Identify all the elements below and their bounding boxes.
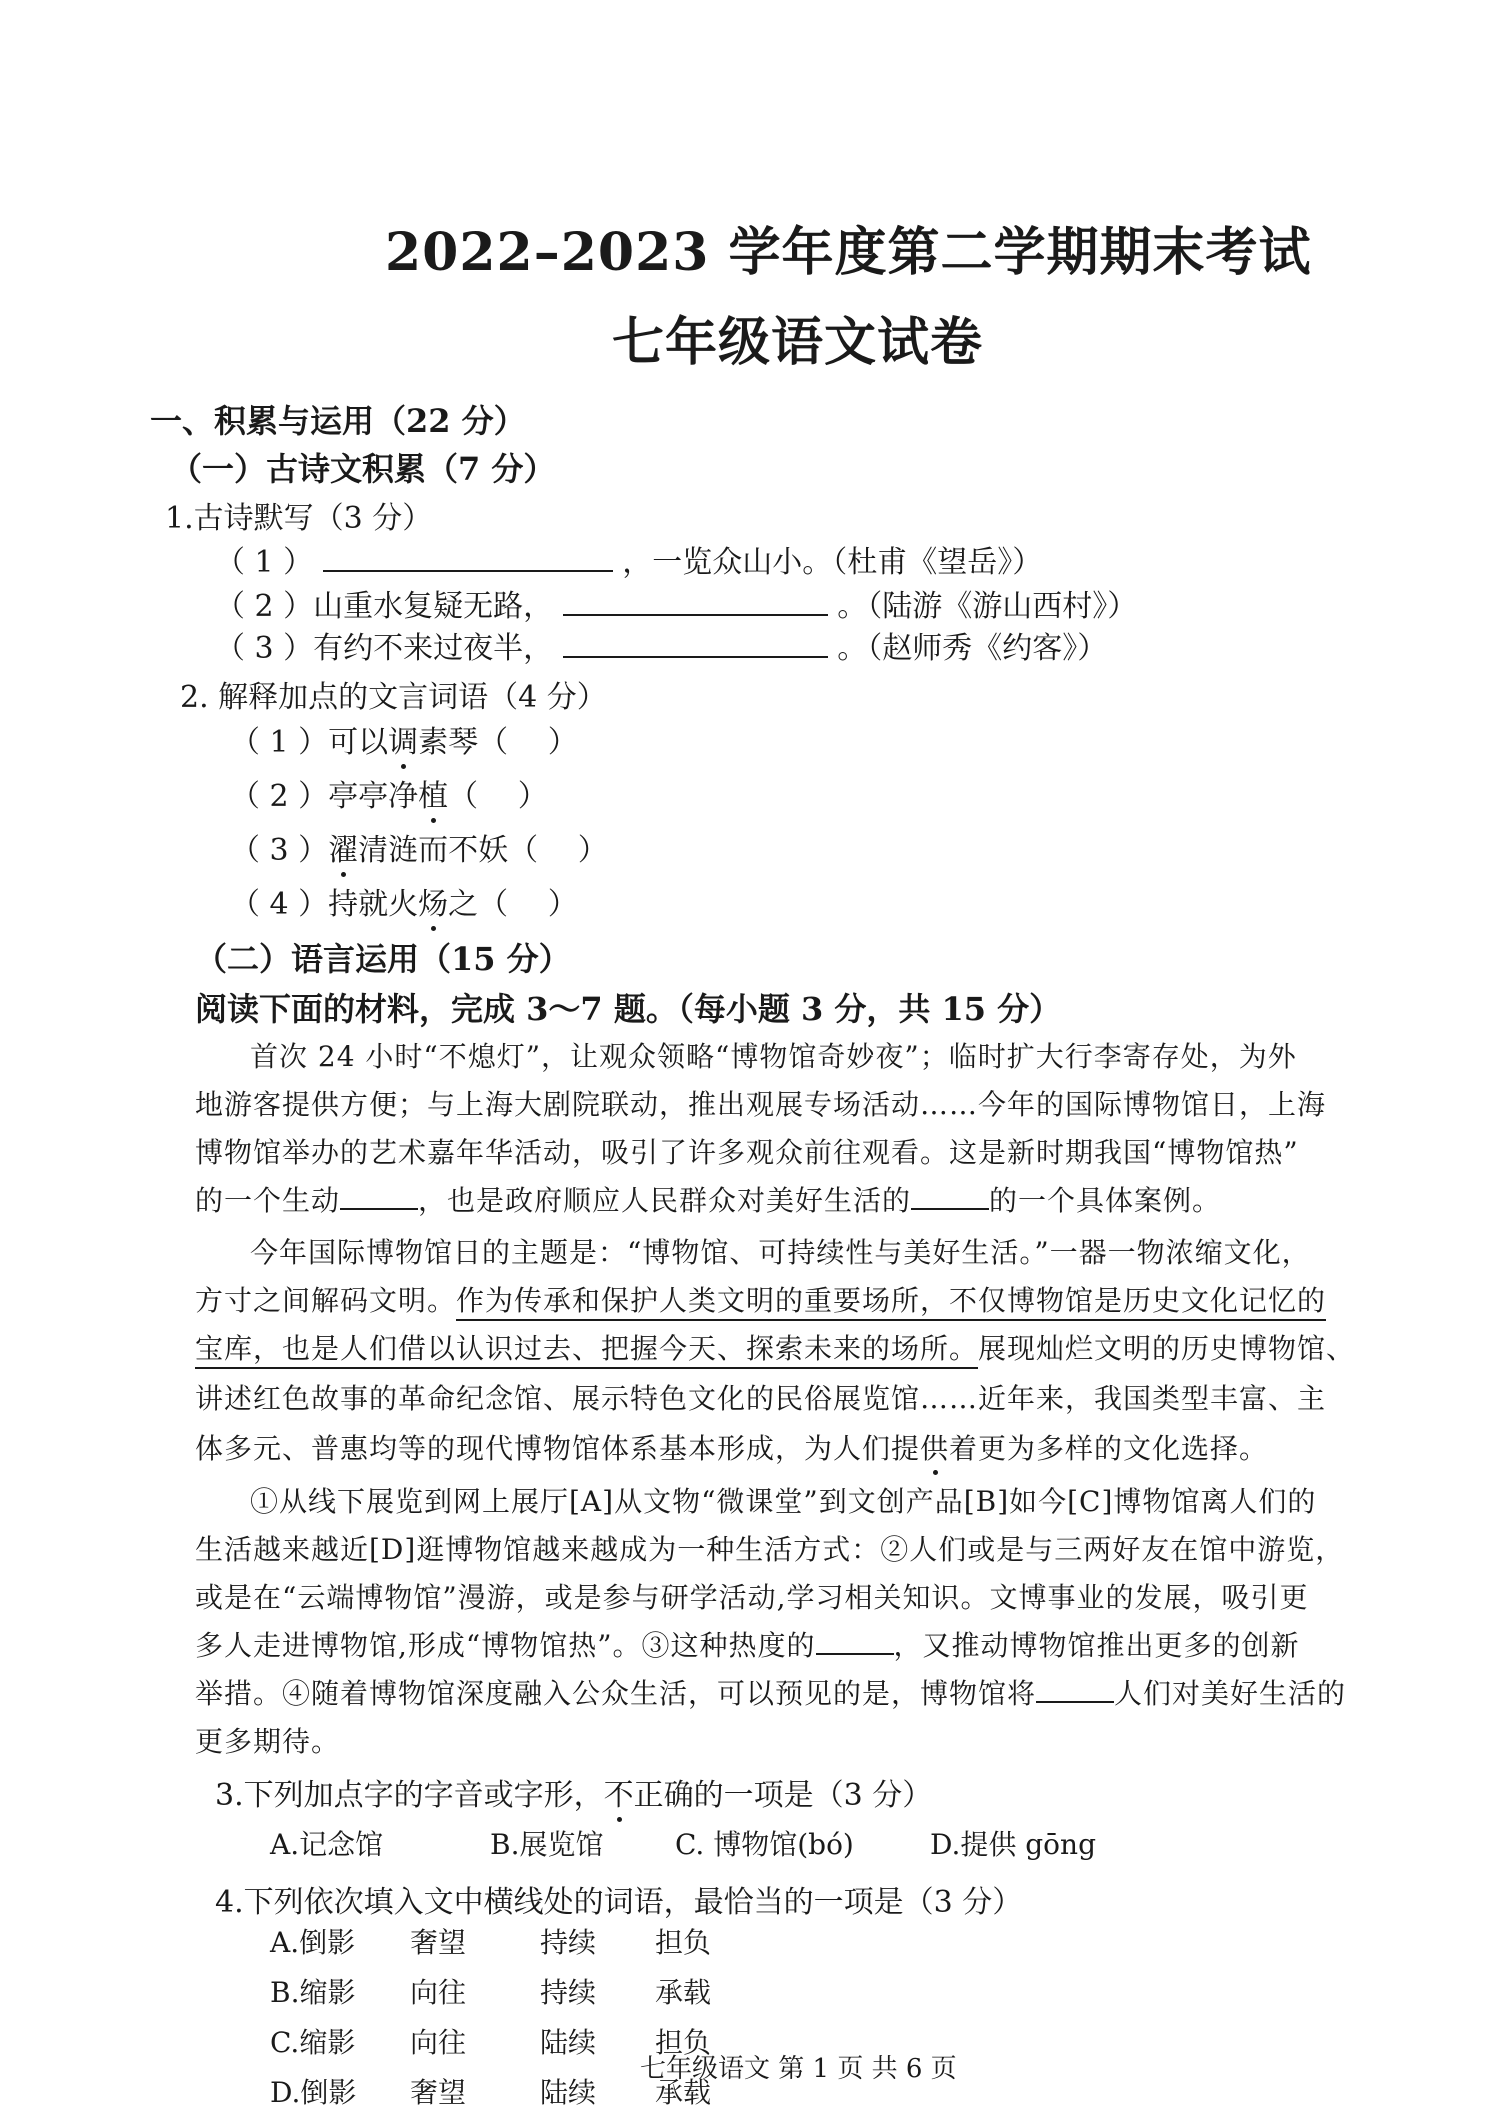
option-word: 承载 [655,1976,712,2009]
question-1-title: 1.古诗默写（3 分） [165,501,433,536]
text-run: 正确的一项是（3 分） [633,1778,933,1813]
fill-blank[interactable] [340,1182,418,1210]
text-run: 3.下列加点字的字音或字形， [215,1778,604,1813]
item-text: （ 3 ） [230,833,329,868]
option-c[interactable]: C. 博物馆(bó) [675,1828,854,1861]
option-word: B.缩影 [270,1976,356,2009]
question-3-options [270,1823,1096,1863]
text-run: 的一个生动 [195,1184,341,1217]
item-text: 素琴（ ） [418,725,578,760]
line-prefix: （ 2 ）山重水复疑无路， [215,589,554,624]
exam-title: 2022–2023 学年度第二学期期末考试 [385,222,1312,283]
question-1-line-3 [215,623,1107,667]
dotted-char: 供 [920,1427,949,1467]
fill-blank[interactable] [911,1182,989,1210]
item-text: （ 1 ）可以 [230,725,389,760]
text-run: 方寸之间解码文明。 [195,1284,457,1317]
option-word: 奢望 [410,1926,467,1959]
text-run: ，也是政府顺应人民群众对美好生活的 [418,1184,912,1217]
option-b[interactable]: B.展览馆 [490,1828,604,1861]
fill-blank[interactable] [816,1627,894,1655]
paragraph-line: 讲述红色故事的革命纪念馆、展示特色文化的民俗展览馆……近年来，我国类型丰富、主 [195,1382,1327,1415]
section-heading: 一、积累与运用（22 分） [150,402,526,440]
option-row[interactable] [270,1971,775,2011]
option-word: 担负 [655,1926,712,1959]
page-footer: 七年级语文 第 1 页 共 6 页 [640,2054,957,2084]
line-suffix: ，一览众山小。（杜甫《望岳》） [622,545,1043,580]
item-text: （ 4 ）持就火 [230,887,419,922]
line-suffix: 。（陆游《游山西村》） [837,589,1138,624]
item-text: 之（ ） [448,887,578,922]
answer-blank[interactable] [323,544,613,572]
text-run: 体多元、普惠均等的现代博物馆体系基本形成，为人们提 [195,1432,921,1465]
question-1-line-1 [215,537,1042,581]
paragraph-line: ①从线下展览到网上展厅[A]从文物“微课堂”到文创产品[B]如今[C]博物馆离人们的 [250,1485,1317,1518]
question-2-item-2 [230,771,548,815]
dotted-char: 植 [418,771,448,815]
option-word: 持续 [540,1976,597,2009]
question-2-item-4 [230,879,578,923]
question-4-title: 4.下列依次填入文中横线处的词语，最恰当的一项是（3 分） [215,1885,1023,1920]
option-word: 向往 [410,2026,467,2059]
line-prefix: （ 3 ）有约不来过夜半， [215,631,554,666]
underlined-sentence: 作为传承和保护人类文明的重要场所，不仅博物馆是历史文化记忆的 [456,1284,1326,1321]
underlined-sentence: 宝库，也是人们借以认识过去、把握今天、探索未来的场所。 [195,1332,978,1369]
text-run: 展现灿烂文明的历史博物馆、 [978,1332,1356,1365]
paragraph-line [195,1427,1268,1467]
option-word: 陆续 [540,2076,597,2109]
option-word: 奢望 [410,2076,467,2109]
paragraph-line [195,1624,1300,1664]
text-run: 人们对美好生活的 [1114,1677,1347,1710]
paragraph-line: 生活越来越近[D]逛博物馆越来越成为一种生活方式：②人们或是与三两好友在馆中游览， [195,1533,1345,1566]
fill-blank[interactable] [1036,1675,1114,1703]
item-text: （ ） [448,779,548,814]
paragraph-line: 博物馆举办的艺术嘉年华活动，吸引了许多观众前往观看。这是新时期我国“博物馆热” [195,1136,1299,1169]
option-word: 承载 [655,2076,712,2109]
paragraph-line [195,1279,1326,1319]
option-word: 持续 [540,1926,597,1959]
item-text: 清涟而不妖（ ） [358,833,608,868]
paragraph-line: 更多期待。 [195,1725,341,1758]
question-2-item-3 [230,825,608,869]
line-suffix: 。（赵师秀《约客》） [837,631,1108,666]
option-word: 陆续 [540,2026,597,2059]
option-word: 向往 [410,1976,467,2009]
option-a[interactable]: A.记念馆 [270,1828,384,1861]
option-d[interactable]: D.提供 gōng [930,1828,1096,1861]
question-3-title [215,1770,932,1814]
paragraph-line: 地游客提供方便；与上海大剧院联动，推出观展专场活动……今年的国际博物馆日，上海 [195,1088,1327,1121]
option-row[interactable] [270,1921,775,1961]
text-run: 着更为多样的文化选择。 [949,1432,1269,1465]
paragraph-line [195,1327,1355,1367]
option-word: D.倒影 [270,2076,357,2109]
option-word: C.缩影 [270,2026,356,2059]
part-heading: （一）古诗文积累（7 分） [170,450,556,488]
reading-instruction: 阅读下面的材料，完成 3～7 题。（每小题 3 分，共 15 分） [195,990,1062,1028]
dotted-char: 调 [388,717,418,761]
part-heading: （二）语言运用（15 分） [195,940,571,978]
line-prefix: （ 1 ） [215,545,314,580]
paragraph-line [195,1179,1221,1219]
question-1-line-2 [215,581,1137,625]
text-run: 多人走进博物馆,形成“博物馆热”。③这种热度的 [195,1629,816,1662]
exam-subtitle: 七年级语文试卷 [612,312,984,373]
option-word: 担负 [655,2026,712,2059]
text-run: 举措。④随着博物馆深度融入公众生活，可以预见的是，博物馆将 [195,1677,1037,1710]
option-word: A.倒影 [270,1926,356,1959]
answer-blank[interactable] [563,588,828,616]
question-2-item-1 [230,717,578,761]
text-run: ，又推动博物馆推出更多的创新 [893,1629,1300,1662]
dotted-char: 不 [604,1770,634,1814]
paragraph-line: 今年国际博物馆日的主题是：“博物馆、可持续性与美好生活。”一器一物浓缩文化， [250,1236,1311,1269]
dotted-char: 炀 [418,879,448,923]
item-text: （ 2 ）亭亭净 [230,779,419,814]
text-run: 的一个具体案例。 [989,1184,1222,1217]
dotted-char: 濯 [328,825,358,869]
answer-blank[interactable] [563,630,828,658]
paragraph-line: 或是在“云端博物馆”漫游，或是参与研学活动,学习相关知识。文博事业的发展，吸引更 [195,1581,1309,1614]
paragraph-line: 首次 24 小时“不熄灯”，让观众领略“博物馆奇妙夜”；临时扩大行李寄存处，为外 [250,1040,1297,1073]
paragraph-line [195,1672,1346,1712]
question-2-title: 2. 解释加点的文言词语（4 分） [180,680,607,715]
